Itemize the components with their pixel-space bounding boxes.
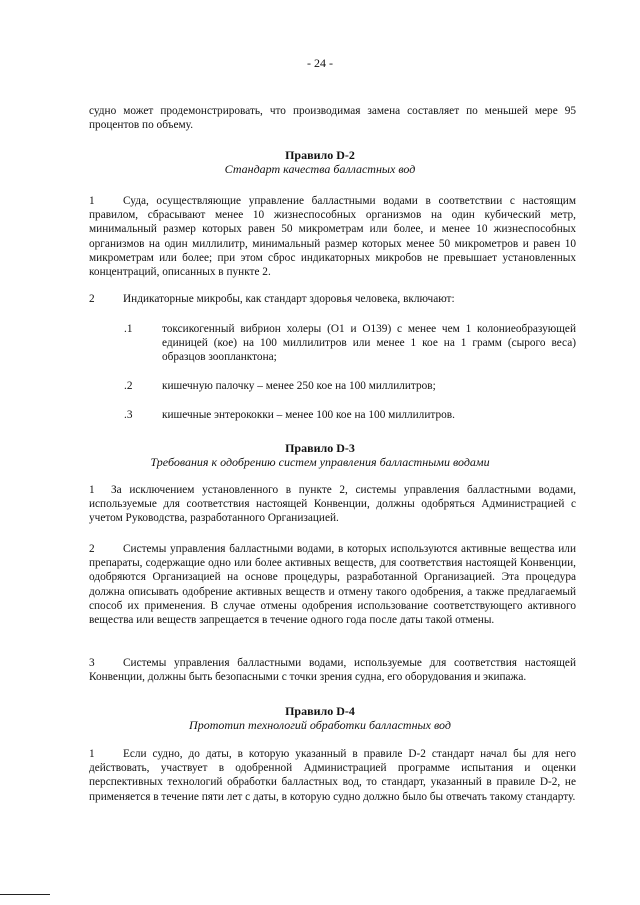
rule-d3-p1-text: За исключением установленного в пункте 2, системы управления балластными водами, используемые для соответствия настоящей Конвенции, должны одобряться Администрацией с учетом Руководства, разработанного Организацией. [89,484,576,525]
intro-text: судно может продемонстрировать, что производимая замена составляет по меньшей мере 95 процентов по объему. [89,105,576,132]
rule-d2-item-2-text: кишечную палочку – менее 250 кое на 100 миллилитров; [162,380,436,392]
rule-d2-p2-number: 2 [89,293,95,305]
rule-d2-item-1-text: токсикогенный вибрион холеры (O1 и O139) с менее чем 1 колониеобразующей единицей (кое) на 100 миллилитров или менее 1 кое на 1 грамм (сырого веса) образцов зоопланктона; [162,323,576,364]
rule-d3-p2-number: 2 [89,543,95,555]
rule-d2-title: Правило D-2 [285,148,355,162]
rule-d2-subtitle: Стандарт качества балластных вод [224,162,416,176]
rule-d3-paragraph-2 [89,542,576,627]
rule-d3-p3-number: 3 [89,657,95,669]
rule-d2-item-1 [124,322,576,365]
rule-d2-paragraph-1 [89,194,576,279]
rule-d2-item-3-text: кишечные энтерококки – менее 100 кое на 100 миллилитров. [162,409,455,421]
rule-d3-p3-text: Системы управления балластными водами, используемые для соответствия настоящей Конвенции, должны быть безопасными с точки зрения судна, его оборудования и экипажа. [89,657,576,684]
rule-d4-title: Правило D-4 [285,704,355,718]
footer-rule [0,894,50,895]
rule-d2-item-2-number: .2 [124,380,133,392]
rule-d3-p1-number: 1 [89,484,95,496]
rule-d2-p2-text: Индикаторные микробы, как стандарт здоровья человека, включают: [123,293,455,305]
rule-d2-item-2 [124,379,576,393]
rule-d4-p1-text: Если судно, до даты, в которую указанный в правиле D-2 стандарт начал бы для него действовать, участвует в одобренной Администрацией программе испытания и оценки перспективных технологий обработки балластных вод, то стандарт, указанный в правиле D-2, не применяется в течение пяти лет с даты, в которую судно должно было бы отвечать такому стандарту. [89,748,576,803]
rule-d3-paragraph-3 [89,656,576,684]
rule-d2-item-3 [124,408,576,422]
rule-d3-subtitle: Требования к одобрению систем управления балластными водами [150,455,490,469]
rule-d2-p1-text: Суда, осуществляющие управление балластными водами в соответствии с настоящим правилом, сбрасывают менее 10 жизнеспособных организмов на один кубический метр, минимальный размер которых равен 50 микрометрам или более, и менее 10 жизнеспособных организмов на один миллилитр, минимальный размер которых менее 50 микрометров и равен 10 микрометрам или более; при этом сброс индикаторных микробов не превышает установленных концентраций, описанных в пункте 2. [89,195,576,279]
rule-d4-p1-number: 1 [89,748,95,760]
page-number: - 24 - [307,56,333,70]
rule-d2-item-1-number: .1 [124,323,133,335]
rule-d3-paragraph-1 [89,483,576,526]
intro-paragraph [89,104,576,132]
rule-d4-subtitle: Прототип технологий обработки балластных вод [189,718,451,732]
rule-d3-p2-text: Системы управления балластными водами, в которых используются активные вещества или препараты, содержащие одно или более активных веществ, для соответствия настоящей Конвенции, одобряются Организацией на основе процедуры, разработанной Организацией. Эта процедура должна описывать одобрение активных веществ и отмену такого одобрения, а также предлагаемый способ их применения. В случае отмены одобрения использование соответствующего активного вещества или веществ запрещается в течение одного года после даты такой отмены. [89,543,576,627]
rule-d2-item-3-number: .3 [124,409,133,421]
rule-d2-paragraph-2 [89,292,576,306]
rule-d2-p1-number: 1 [89,195,95,207]
rule-d3-title: Правило D-3 [285,441,355,455]
rule-d4-paragraph-1 [89,747,576,804]
